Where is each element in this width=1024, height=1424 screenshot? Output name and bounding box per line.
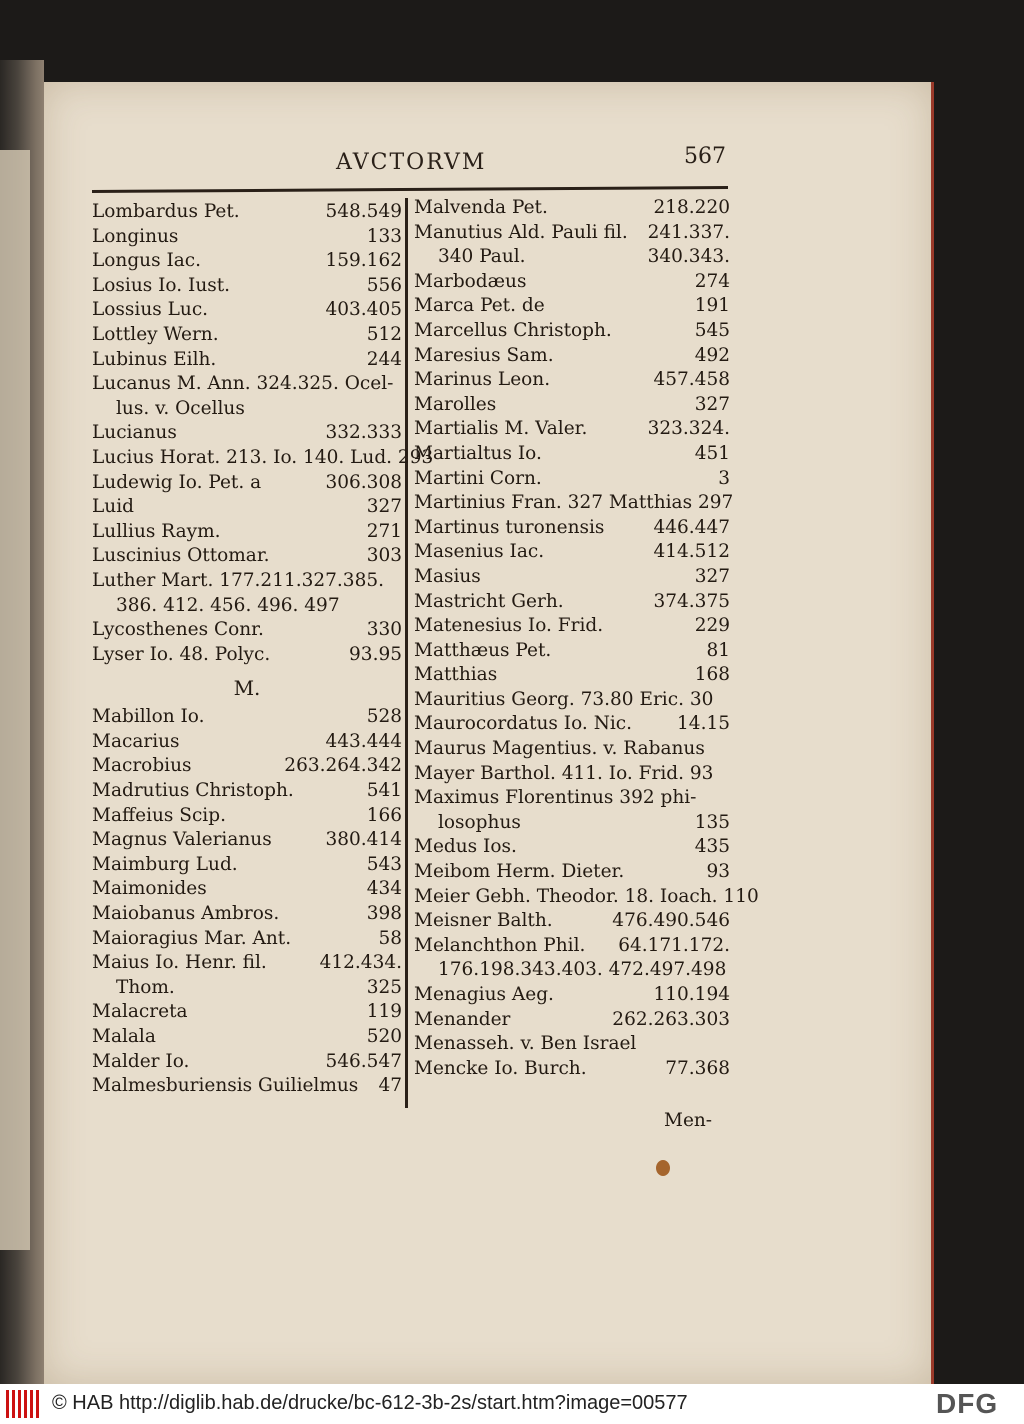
index-entry [92,730,402,755]
index-entry [92,421,402,446]
entry-pages: 135 [694,811,730,833]
index-entry [414,368,730,393]
entry-pages: 274 [694,270,730,292]
entry-pages: 263.264.342 [284,755,402,777]
index-entry [414,712,730,737]
hab-logo-icon [6,1390,42,1418]
index-entry [414,958,730,983]
entry-pages: 492 [694,344,730,366]
index-column-right [414,196,759,1081]
index-entry [414,344,730,369]
entry-name: Lycosthenes Conr. [92,619,264,641]
entry-pages: 340.343. [647,246,730,268]
entry-name: Luid [92,496,134,518]
entry-name: Maiobanus Ambros. [92,903,280,925]
index-entry [414,786,730,811]
index-entry [92,1000,402,1025]
entry-pages: 110.194 [653,984,730,1005]
index-entry [92,397,402,422]
index-entry [92,298,402,323]
index-entry [414,590,730,615]
facing-page-edge [0,150,30,1250]
entry-pages: 262.263.303 [612,1008,730,1030]
entry-name: Melanchthon Phil. [414,934,586,956]
entry-pages: 545 [694,319,730,341]
index-entry [414,811,730,836]
entry-name: Menagius Aeg. [414,984,554,1005]
entry-name: Menasseh. v. Ben Israel [414,1033,637,1055]
entry-name: Matthæus Pet. [414,639,552,661]
entry-name: Marinus Leon. [414,369,551,391]
entry-pages: 77.368 [665,1057,730,1079]
entry-pages: 443.444 [325,730,402,752]
index-entry [414,688,730,713]
index-entry [92,643,402,668]
entry-pages: 556 [366,274,402,296]
entry-pages: 451 [694,442,730,464]
index-entry [92,754,402,779]
entry-name: Longus Iac. [92,250,202,272]
index-entry [92,1074,402,1099]
entry-pages: 327 [694,393,730,415]
entry-name: 386. 412. 456. 496. 497 [116,594,340,616]
dfg-logo: DFG [936,1388,999,1419]
entry-name: Marolles [414,393,497,415]
entry-name: Marbodæus [414,270,527,292]
index-entry [414,245,730,270]
entry-pages: 332.333 [325,422,402,444]
index-entry [92,705,402,730]
index-entry [92,471,402,496]
entry-name: Mauritius Georg. 73.80 Eric. 30 [414,688,714,710]
entry-pages: 476.490.546 [612,910,730,932]
entry-pages: 528 [366,706,402,728]
entry-pages: 434 [366,878,402,900]
entry-name: Luscinius Ottomar. [92,545,270,567]
entry-name: Longinus [92,225,179,247]
entry-name: Malala [92,1026,156,1047]
index-entry [414,294,730,319]
entry-pages: 58 [378,927,402,949]
entry-pages: 380.414 [325,829,402,851]
index-entry [414,221,730,246]
index-entry [414,1057,730,1082]
entry-pages: 119 [366,1001,402,1023]
index-entry [414,393,730,418]
index-entry [92,323,402,348]
index-entry [92,200,402,225]
index-entry [414,1032,730,1057]
entry-name: Madrutius Christoph. [92,780,294,802]
index-entry [414,934,730,959]
index-entry [92,594,402,619]
entry-pages: 520 [366,1026,402,1047]
section-heading: M. [233,676,261,701]
entry-pages: 412.434. [319,952,402,974]
entry-name: Lullius Raym. [92,520,221,542]
index-entry [414,1008,730,1033]
catchword: Men- [664,1110,713,1131]
entry-pages: 543 [366,853,402,875]
entry-name: Manutius Ald. Pauli fil. [414,221,628,243]
entry-pages: 548.549 [325,201,402,222]
entry-name: Meibom Herm. Dieter. [414,861,625,883]
entry-name: Magnus Valerianus [92,829,272,851]
entry-name: Maurus Magentius. v. Rabanus [414,738,705,760]
index-entry [92,274,402,299]
index-entry [92,877,402,902]
entry-name: Lucius Horat. 213. Io. 140. Lud. 293 [92,446,434,468]
entry-name: Maimburg Lud. [92,853,238,875]
entry-pages: 303 [366,545,402,567]
entry-name: Maimonides [92,878,207,900]
entry-pages: 3 [718,467,730,489]
page-number: 567 [684,144,726,169]
index-entry [414,835,730,860]
index-entry [414,762,730,787]
index-entry [414,860,730,885]
entry-name: Malmesburiensis Guilielmus [92,1075,359,1097]
index-entry [92,902,402,927]
index-entry [92,225,402,250]
index-entry [92,495,402,520]
entry-pages: 374.375 [653,590,730,612]
entry-pages: 81 [706,639,730,661]
index-entry [414,983,730,1008]
entry-pages: 403.405 [325,299,402,321]
entry-name: Maffeius Scip. [92,804,226,826]
entry-pages: 323.324. [647,418,730,440]
entry-pages: 244 [366,348,402,370]
index-entry [92,951,402,976]
entry-name: Meier Gebh. Theodor. 18. Ioach. 110 [414,885,759,907]
index-entry [92,853,402,878]
index-entry [414,639,730,664]
index-entry [414,319,730,344]
entry-name: Maresius Sam. [414,344,554,366]
index-entry [92,779,402,804]
entry-pages: 159.162 [325,250,402,272]
entry-name: Lucianus [92,422,177,444]
index-entry [414,442,730,467]
entry-name: Martini Corn. [414,467,542,489]
entry-name: Lossius Luc. [92,299,209,321]
entry-name: Mencke Io. Burch. [414,1057,587,1079]
index-entry [92,520,402,545]
entry-name: Masenius Iac. [414,541,545,563]
index-entry [414,270,730,295]
entry-name: Matenesius Io. Frid. [414,615,604,637]
entry-pages: 325 [366,976,402,998]
entry-pages: 47 [378,1075,402,1097]
copyright-link[interactable]: © HAB http://diglib.hab.de/drucke/bc-612-3b-2s/start.htm?image=00577 [52,1392,688,1414]
index-entry [414,663,730,688]
entry-name: Ludewig Io. Pet. a [92,471,262,493]
entry-pages: 14.15 [677,713,730,735]
index-entry [414,737,730,762]
entry-name: Luther Mart. 177.211.327.385. [92,569,384,591]
index-entry [92,828,402,853]
column-divider [405,198,408,1108]
entry-name: losophus [438,811,521,833]
entry-name: Lucanus M. Ann. 324.325. Ocel- [92,373,394,395]
index-column-left [92,200,434,1099]
entry-pages: 93 [706,861,730,883]
entry-pages: 327 [694,565,730,587]
index-entry [414,885,759,910]
index-entry [92,1050,402,1075]
index-entry [414,467,730,492]
index-entry [414,614,730,639]
entry-name: Mayer Barthol. 411. Io. Frid. 93 [414,762,714,784]
entry-pages: 327 [366,496,402,518]
entry-name: Matthias [414,664,498,686]
index-entry [92,446,434,471]
entry-pages: 446.447 [653,516,730,538]
entry-pages: 271 [366,520,402,542]
entry-pages: 191 [694,295,730,317]
entry-pages: 229 [694,615,730,637]
entry-name: Lubinus Eilh. [92,348,217,370]
entry-name: Lyser Io. 48. Polyc. [92,643,271,665]
entry-name: Maioragius Mar. Ant. [92,927,292,949]
entry-name: Macrobius [92,755,192,777]
index-entry [92,348,402,373]
entry-pages: 166 [366,804,402,826]
index-entry [92,372,402,397]
index-entry [92,249,402,274]
entry-name: Menander [414,1008,511,1030]
running-title: AVCTORVM [336,150,487,175]
entry-name: Thom. [116,976,175,998]
entry-name: Maius Io. Henr. fil. [92,952,267,974]
entry-pages: 512 [366,323,402,345]
entry-pages: 64.171.172. [618,934,730,956]
entry-name: Martialis M. Valer. [414,418,588,440]
entry-name: Mabillon Io. [92,706,205,728]
index-entry [414,516,730,541]
entry-name: Meisner Balth. [414,910,553,932]
index-entry [414,417,730,442]
index-entry [414,196,730,221]
entry-name: Malvenda Pet. [414,197,548,218]
entry-pages: 435 [694,836,730,858]
entry-pages: 218.220 [653,197,730,218]
entry-name: Malacreta [92,1001,188,1023]
entry-name: Maurocordatus Io. Nic. [414,713,633,735]
entry-name: Malder Io. [92,1050,190,1072]
entry-pages: 241.337. [647,221,730,243]
entry-pages: 457.458 [653,369,730,391]
index-entry [92,544,402,569]
index-entry [414,565,730,590]
entry-pages: 541 [366,780,402,802]
index-entry [414,491,734,516]
index-entry [92,569,402,594]
index-entry [92,804,402,829]
entry-pages: 93.95 [349,643,402,665]
entry-name: Macarius [92,730,180,752]
index-entry [414,540,730,565]
entry-name: Martinus turonensis [414,516,605,538]
entry-name: Losius Io. Iust. [92,274,231,296]
entry-name: Maximus Florentinus 392 phi- [414,787,697,809]
entry-name: Marcellus Christoph. [414,319,612,341]
entry-name: Masius [414,565,481,587]
entry-name: Martialtus Io. [414,442,542,464]
index-entry [92,1025,402,1050]
index-entry [92,618,402,643]
entry-name: Marca Pet. de [414,295,545,317]
entry-pages: 168 [694,664,730,686]
entry-name: Lottley Wern. [92,323,219,345]
entry-name: Martinius Fran. 327 Matthias 297 [414,492,734,514]
index-entry [92,976,402,1001]
paper-stain [656,1160,670,1176]
entry-pages: 330 [366,619,402,641]
entry-name: Medus Ios. [414,836,517,858]
index-entry [92,927,402,952]
entry-name: Lombardus Pet. [92,201,240,222]
index-entry [414,909,730,934]
entry-name: 340 Paul. [438,246,526,268]
entry-pages: 133 [366,225,402,247]
entry-pages: 398 [366,903,402,925]
entry-name: 176.198.343.403. 472.497.498 [438,959,727,981]
page-edge [931,82,934,1384]
entry-pages: 546.547 [325,1050,402,1072]
entry-pages: 306.308 [325,471,402,493]
entry-name: lus. v. Ocellus [116,397,245,419]
entry-name: Mastricht Gerh. [414,590,564,612]
entry-pages: 414.512 [653,541,730,563]
